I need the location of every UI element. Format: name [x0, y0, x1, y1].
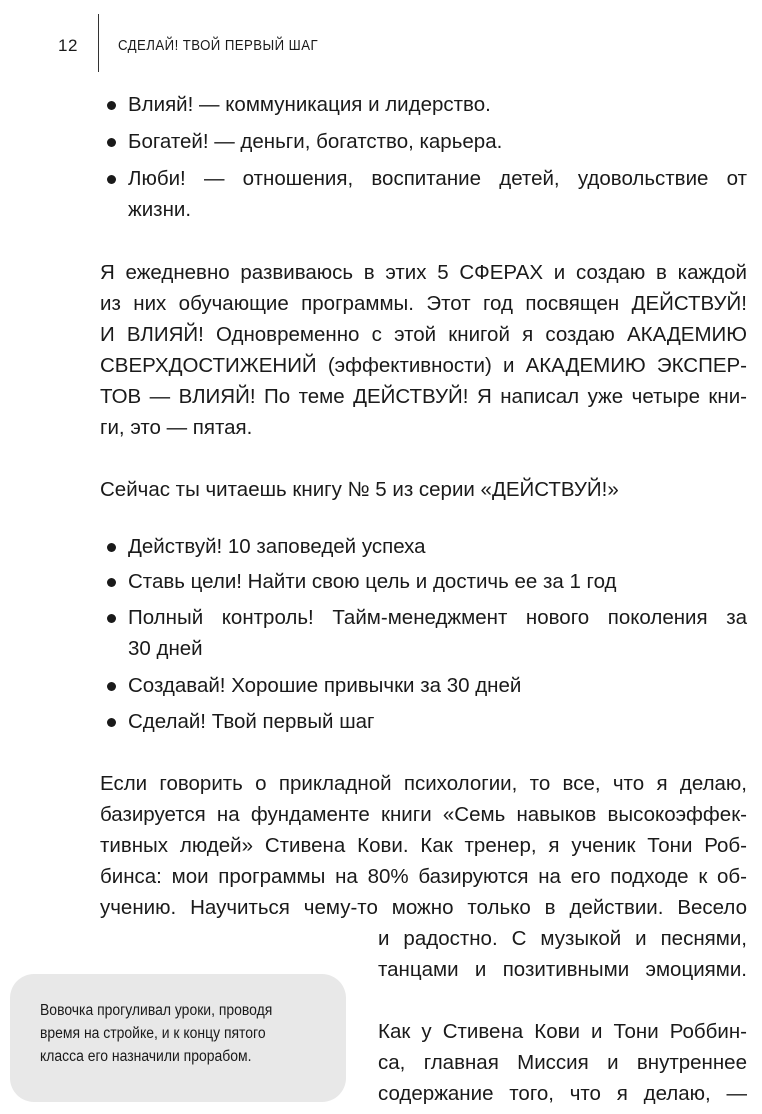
text-line: Если говорить о прикладной психологии, то все, что я делаю,: [100, 772, 747, 795]
text-line: танцами и позитивными эмоциями.: [378, 958, 747, 981]
bullet-icon: [107, 175, 116, 184]
text-line: содержание того, что я делаю, —: [378, 1082, 747, 1105]
sidebar-text-line: время на стройке, и к концу пятого: [40, 1025, 266, 1042]
text-line: Как у Стивена Кови и Тони Роббин-: [378, 1020, 747, 1043]
sidebar-text-line: Вовочка прогуливал уроки, проводя: [40, 1002, 273, 1019]
list-item: Богатей! — деньги, богатство, карьера.: [128, 130, 503, 153]
text-line: из них обучающие программы. Этот год посвящен ДЕЙСТВУЙ!: [100, 292, 747, 315]
text-line: тивных людей» Стивена Кови. Как тренер, я ученик Тони Роб-: [100, 834, 747, 857]
list-item-continuation: жизни.: [128, 198, 192, 221]
sidebar-text-line: класса его назначили прорабом.: [40, 1048, 252, 1065]
page-number: 12: [58, 36, 78, 55]
text-line: базируется на фундаменте книги «Семь навыков высокоэффек-: [100, 803, 747, 826]
text-line: учению. Научиться чему-то можно только в действии. Весело: [100, 896, 747, 919]
bullet-icon: [107, 614, 116, 623]
sidebar-note: [10, 974, 346, 1102]
text-line: ги, это — пятая.: [100, 416, 253, 439]
text-line: ТОВ — ВЛИЯЙ! По теме ДЕЙСТВУЙ! Я написал уже четыре кни-: [100, 385, 747, 408]
list-item: Люби! — отношения, воспитание детей, удовольствие от: [128, 167, 747, 190]
paragraph: Сейчас ты читаешь книгу № 5 из серии «ДЕЙСТВУЙ!»: [100, 478, 619, 501]
text-line: Я ежедневно развиваюсь в этих 5 СФЕРАХ и создаю в каждой: [100, 261, 747, 284]
list-item: Создавай! Хорошие привычки за 30 дней: [128, 674, 522, 697]
list-item: Полный контроль! Тайм-менеджмент нового поколения за: [128, 606, 747, 629]
bullet-icon: [107, 543, 116, 552]
running-title: СДЕЛАЙ! ТВОЙ ПЕРВЫЙ ШАГ: [118, 37, 319, 54]
bullet-icon: [107, 138, 116, 147]
bullet-icon: [107, 682, 116, 691]
list-item: Сделай! Твой первый шаг: [128, 710, 375, 733]
bullet-icon: [107, 101, 116, 110]
text-line: са, главная Миссия и внутреннее: [378, 1051, 747, 1074]
text-line: И ВЛИЯЙ! Одновременно с этой книгой я создаю АКАДЕМИЮ: [100, 323, 747, 346]
list-item: Ставь цели! Найти свою цель и достичь ее за 1 год: [128, 570, 617, 593]
bullet-icon: [107, 718, 116, 727]
text-line: СВЕРХДОСТИЖЕНИЙ (эффективности) и АКАДЕМИЮ ЭКСПЕР-: [100, 354, 747, 377]
text-line: бинса: мои программы на 80% базируются на его подходе к об-: [100, 865, 747, 888]
list-item-continuation: 30 дней: [128, 637, 203, 660]
header-divider: [98, 14, 99, 72]
list-item: Влияй! — коммуникация и лидерство.: [128, 93, 491, 116]
bullet-icon: [107, 578, 116, 587]
list-item: Действуй! 10 заповедей успеха: [128, 535, 426, 558]
text-line: и радостно. С музыкой и песнями,: [378, 927, 747, 950]
